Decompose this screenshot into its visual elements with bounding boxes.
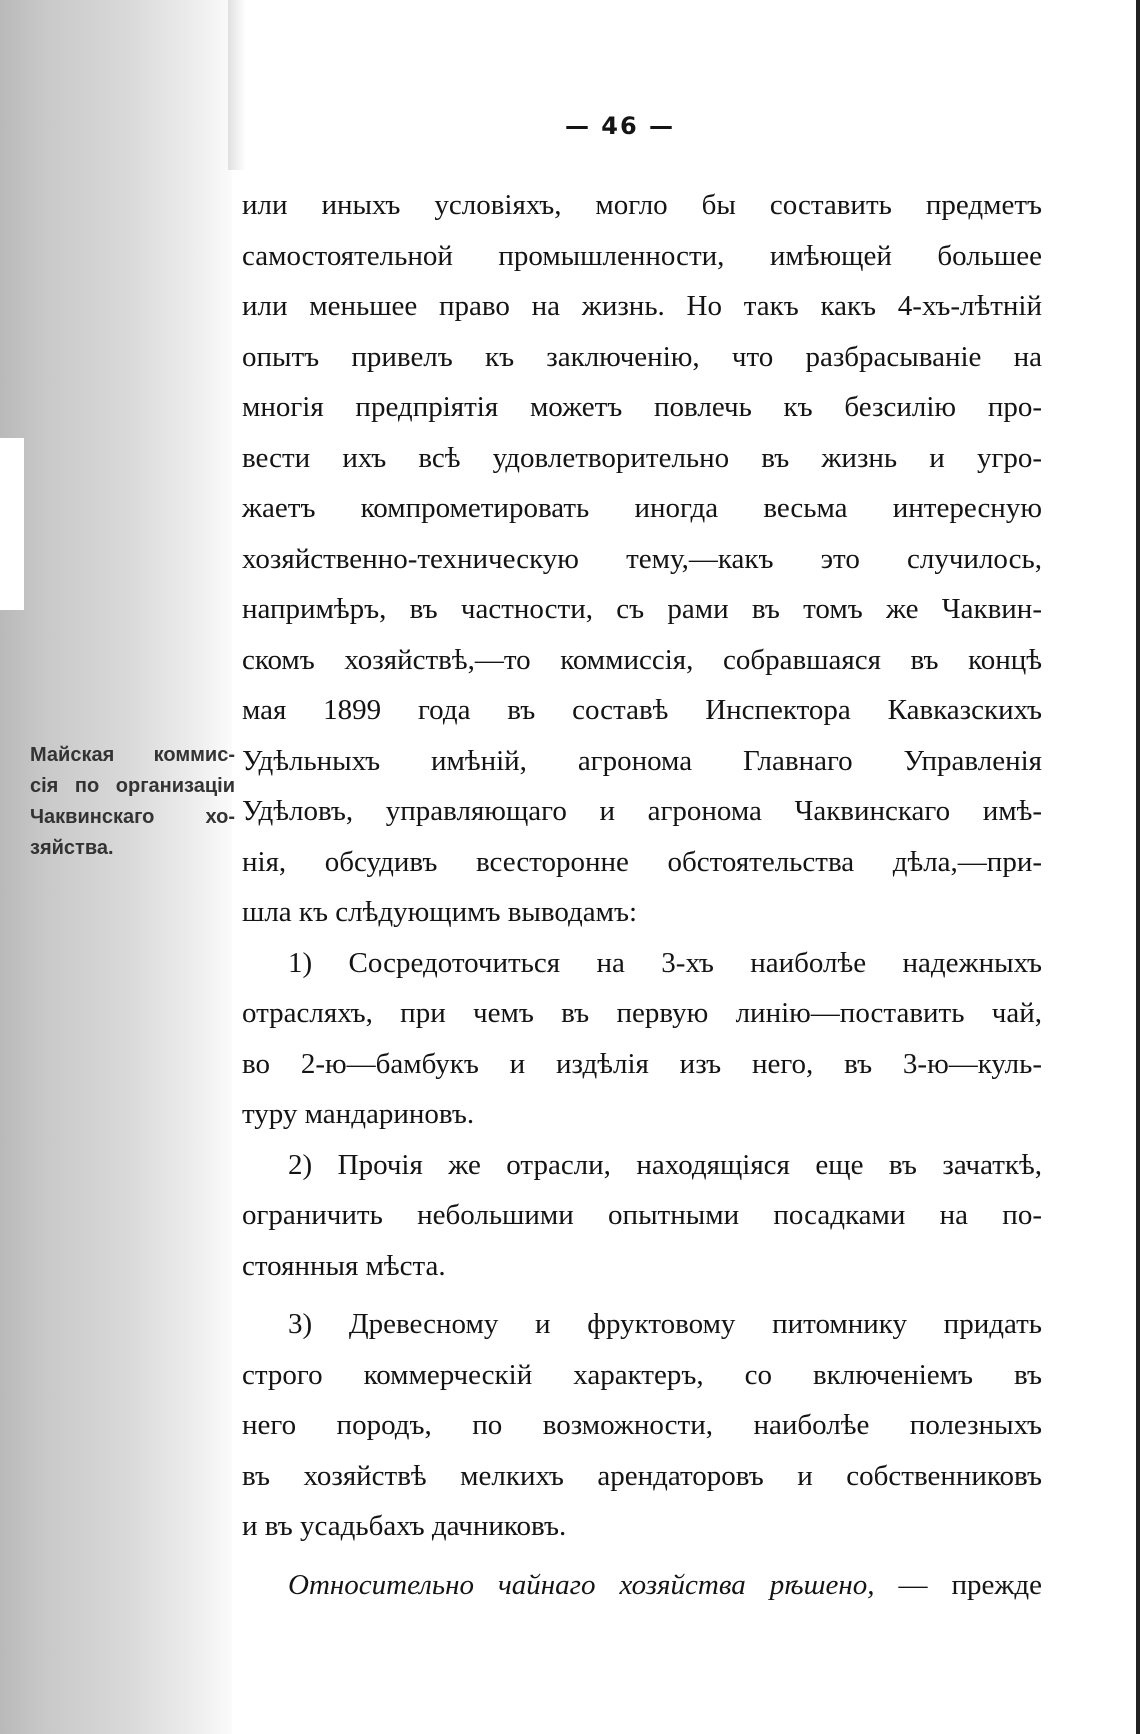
text-line: нія, обсудивъ всесторонне обстоятельства дѣла,—при-	[242, 845, 1042, 878]
text-line: мая 1899 года въ составѣ Инспектора Кавказскихъ	[242, 694, 1042, 726]
text-line: 1) Сосредоточиться на 3-хъ наиболѣе надежныхъ	[288, 946, 1042, 979]
text-line: ограничить небольшими опытными посадками на по-	[242, 1199, 1042, 1231]
text-line: него породъ, по возможности, наиболѣе полезныхъ	[242, 1409, 1042, 1441]
text-line: 2) Прочія же отрасли, находящіяся еще въ зачаткѣ,	[288, 1148, 1042, 1181]
italic-lead-in: Относительно чайнаго хозяйства рѣшено,	[288, 1568, 875, 1601]
text-line: вести ихъ всѣ удовлетворительно въ жизнь и угро-	[242, 441, 1042, 474]
text-line: во 2-ю—бамбукъ и издѣлія изъ него, въ 3-ю—куль-	[242, 1047, 1042, 1080]
text-line: жаетъ компрометировать иногда весьма интересную	[242, 492, 1042, 524]
text-line: въ хозяйствѣ мелкихъ арендаторовъ и собственниковъ	[242, 1459, 1042, 1492]
page-right-edge	[1136, 0, 1140, 1734]
text-line: скомъ хозяйствѣ,—то коммиссія, собравшаяся въ концѣ	[242, 643, 1042, 676]
scan-gutter-shadow	[0, 0, 232, 1734]
page-number: — 46 —	[564, 112, 676, 140]
text-line: Удѣловъ, управляющаго и агронома Чаквинскаго имѣ-	[242, 795, 1042, 827]
margin-note-line: зяйства.	[30, 837, 114, 859]
text-line: хозяйственно-техническую тему,—какъ это случилось,	[242, 542, 1042, 575]
text-line: отрасляхъ, при чемъ въ первую линію—поставить чай,	[242, 997, 1042, 1029]
body-text	[242, 180, 1042, 1610]
margin-note	[30, 740, 235, 864]
text-line: самостоятельной промышленности, имѣющей большее	[242, 239, 1042, 272]
list-item-2	[242, 1140, 1042, 1292]
closing-rest: — прежде	[898, 1568, 1042, 1601]
text-line: Удѣльныхъ имѣній, агронома Главнаго Управленія	[242, 744, 1042, 777]
text-line: напримѣръ, въ частности, съ рами въ томъ же Чаквин-	[242, 593, 1042, 625]
text-line: или иныхъ условіяхъ, могло бы составить предметъ	[242, 189, 1042, 221]
text-line: или меньшее право на жизнь. Но такъ какъ 4-хъ-лѣтній	[242, 290, 1042, 322]
text-line: туру мандариновъ.	[242, 1098, 475, 1130]
text-line: и въ усадьбахъ дачниковъ.	[242, 1510, 567, 1542]
text-line	[242, 1560, 1042, 1611]
text-line: 3) Древесному и фруктовому питомнику придать	[288, 1308, 1042, 1340]
closing-paragraph	[242, 1560, 1042, 1611]
scan-gutter-fade	[228, 0, 246, 170]
paragraph-continuation	[242, 180, 1042, 938]
list-item-1	[242, 938, 1042, 1140]
margin-note-line: сія по организаціи	[30, 775, 235, 797]
paragraph-gap	[242, 1552, 1042, 1560]
text-line: стоянныя мѣста.	[242, 1249, 446, 1282]
margin-note-line: Чаквинскаго хо-	[30, 806, 235, 828]
margin-note-line: Майская коммис-	[30, 744, 235, 766]
text-line: многія предпріятія можетъ повлечь къ безсилію про-	[242, 391, 1042, 423]
list-item-3	[242, 1299, 1042, 1552]
text-line: строго коммерческій характеръ, со включеніемъ въ	[242, 1358, 1042, 1391]
text-line: шла къ слѣдующимъ выводамъ:	[242, 896, 638, 928]
scan-gutter-gap	[0, 438, 24, 610]
paragraph-gap	[242, 1291, 1042, 1299]
text-line: опытъ привелъ къ заключенію, что разбрасываніе на	[242, 340, 1042, 373]
